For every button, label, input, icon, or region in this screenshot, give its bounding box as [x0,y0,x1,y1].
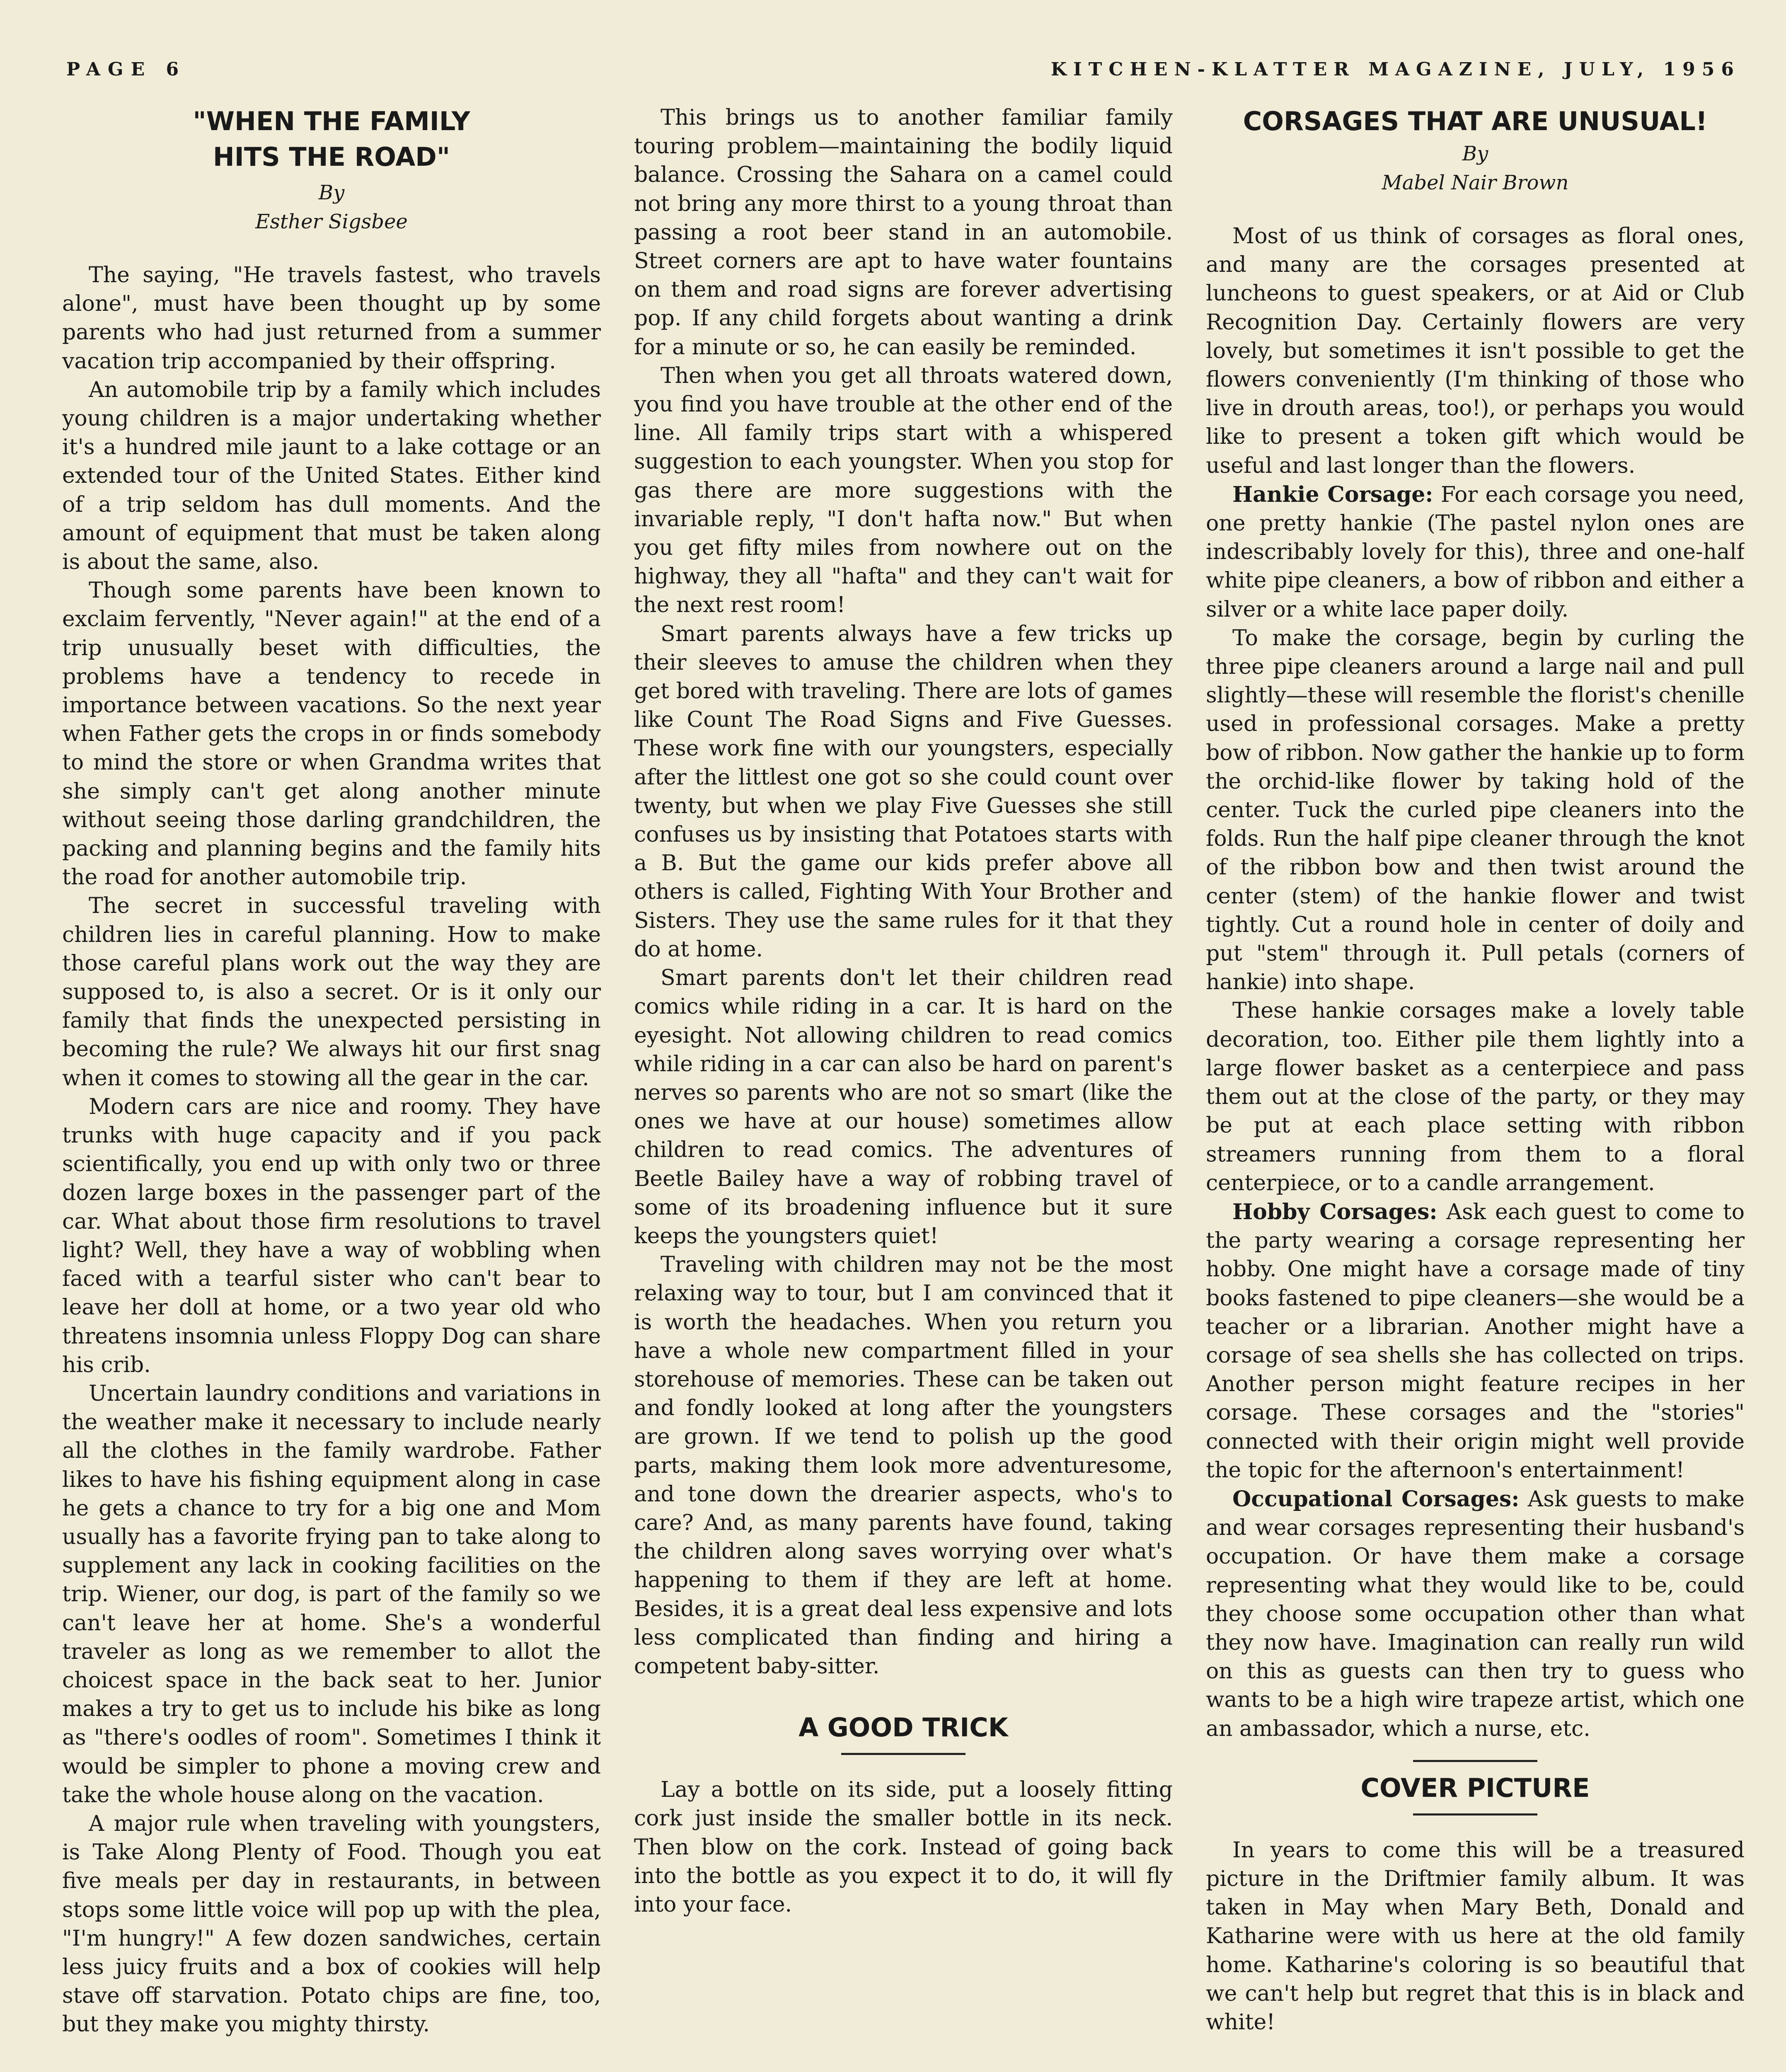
family-paragraph: Though some parents have been known to exclaim fervently, "Never again!" at the end of a trip unusually beset with difficulties, the problems have a tendency to recede in importance between vacations. So the next year when Father gets the crops in or finds somebody to mind the store or when Grandma writes that she simply can't get along another minute without seeing those darling grandchildren, the packing and planning begins and the family hits the road for another automobile trip. [62,578,601,890]
family-article [62,104,601,2039]
hankie-lead: Hankie Corsage: [1232,482,1433,507]
cover-picture-text: In years to come this will be a treasured picture in the Driftmier family album. It was taken in May when Mary Beth, Donald and Katharine were with us here at the old family home. Katharine's coloring is so beautiful that we can't help but regret that this is in black and white! [1206,1837,1745,2035]
family-paragraph: Then when you get all throats watered down, you find you have trouble at the other end of the line. All family trips start with a whispered suggestion to each youngster. When you stop for gas there are more suggestions with the invariable reply, "I don't hafta now." But when you get fifty miles from nowhere out on the highway, they all "hafta" and they can't wait for the next rest room! [634,363,1173,618]
family-article-title-line1: "WHEN THE FAMILY [193,106,470,136]
column-1 [62,104,601,2072]
cover-rule-top [1413,1760,1537,1762]
section-gap [634,1681,1173,1710]
family-paragraph: Modern cars are nice and roomy. They have trunks with huge capacity and if you pack scientifically, you end up with only two or three dozen large boxes in the passenger part of the car. What about those firm resolutions to travel light? Well, they have a way of wobbling when faced with a tearful sister who can't bear to leave her doll at home, or a two year old who threatens insomnia unless Floppy Dog can share his crib. [62,1094,601,1377]
occupational-text: Ask guests to make and wear corsages representing their husband's occupation. Or have them make a corsage representing what they would like to be, could they choose some occupation other than what they now have. Imagination can really run wild on this as guests can then try to guess who wants to be a high wire trapeze artist, which one an ambassador, which a nurse, etc. [1206,1486,1745,1741]
family-paragraph: Smart parents don't let their children read comics while riding in a car. It is hard on the eyesight. Not allowing children to read comics while riding in a car can also be hard on parent's nerves so parents who are not so smart (like the ones we have at our house) sometimes allow children to read comics. The adventures of Beetle Bailey have a way of robbing travel of some of its broadening influence but it sure keeps the youngsters quiet! [634,966,1173,1249]
column-2 [634,104,1173,2072]
good-trick-title: A GOOD TRICK [799,1712,1008,1743]
family-paragraph: The secret in successful traveling with children lies in careful planning. How to make those careful plans work out the way they are supposed to, is also a secret. Or is it only our family that finds the unexpected persisting in becoming the rule? We always hit our first snag when it comes to stowing all the gear in the car. [62,893,601,1091]
family-article-author: Esther Sigsbee [255,210,408,233]
family-article-by: By [318,181,345,204]
cover-picture-title: COVER PICTURE [1360,1772,1590,1803]
corsages-intro: Most of us think of corsages as floral ones, and many are the corsages presented at luncheons to guest speakers, or at Aid or Club Recognition Day. Certainly flowers are very lovely, but sometimes it isn't possible to get the flowers conveniently (I'm thinking of those who live in drouth areas, too!), or perhaps you would like to present a token gift which would be useful and last longer than the flowers. [1206,224,1745,478]
family-paragraph: Traveling with children may not be the most relaxing way to tour, but I am convinced that it is worth the headaches. When you return you have a whole new compartment filled in your storehouse of memories. These can be taken out and fondly looked at long after the youngsters are grown. If we tend to polish up the good parts, making them look more adventuresome, and tone down the drearier aspects, who's to care? And, as many parents have found, taking the children along saves worrying over what's happening to them if they are left at home. Besides, it is a great deal less expensive and lots less complicated than finding and hiring a competent baby-sitter. [634,1252,1173,1679]
corsages-author: Mabel Nair Brown [1382,171,1569,194]
occupational-paragraph [1206,1485,1745,1743]
family-paragraph: Uncertain laundry conditions and variations in the weather make it necessary to include nearly all the clothes in the family wardrobe. Father likes to have his fishing equipment along in case he gets a chance to try for a big one and Mom usually has a favorite frying pan to take along to supplement any lack in cooking facilities on the trip. Wiener, our dog, is part of the family so we can't leave her at home. She's a wonderful traveler as long as we remember to allot the choicest space in the back seat to her. Junior makes a try to get us to include his bike as long as "there's oodles of room". Sometimes I think it would be simpler to phone a moving crew and take the whole house along on the vacation. [62,1381,601,1808]
cover-rule-bottom [1413,1813,1537,1815]
hobby-text: Ask each guest to come to the party wearing a corsage representing her hobby. One might have a corsage made of tiny books fastened to pipe cleaners—she would be a teacher or a librarian. Another might have a corsage of sea shells she has collected on trips. Another person might feature recipes in her corsage. These corsages and the "stories" connected with their origin might well provide the topic for the afternoon's entertainment! [1206,1199,1745,1483]
hankie-paragraph [1206,480,1745,624]
corsages-title: CORSAGES THAT ARE UNUSUAL! [1243,106,1708,136]
page-number: PAGE 6 [66,59,186,80]
occupational-lead: Occupational Corsages: [1232,1486,1520,1512]
family-paragraph: This brings us to another familiar family touring problem—maintaining the bodily liquid balance. Crossing the Sahara on a camel could not bring any more thirst to a young throat than passing a root beer stand in an automobile. Street corners are apt to have water fountains on them and road signs are forever advertising pop. If any child forgets about wanting a drink for a minute or so, he can easily be reminded. [634,105,1173,360]
family-paragraph: An automobile trip by a family which includes young children is a major undertaking whether it's a hundred mile jaunt to a lake cottage or an extended tour of the United States. Either kind of a trip seldom has dull moments. And the amount of equipment that must be taken along is about the same, also. [62,377,601,575]
hobby-paragraph [1206,1198,1745,1485]
magazine-header: KITCHEN-KLATTER MAGAZINE, JULY, 1956 [1050,59,1740,80]
good-trick-rule [841,1753,966,1755]
family-article-title-line2: HITS THE ROAD" [213,142,450,172]
family-paragraph: The saying, "He travels fastest, who travels alone", must have been thought up by some parents who had just returned from a summer vacation trip accompanied by their offspring. [62,263,601,374]
table-paragraph: These hankie corsages make a lovely table decoration, too. Either pile them lightly into a large flower basket as a centerpiece and pass them out at the close of the party, or they may be put at each place setting with ribbon streamers running from them to a floral centerpiece, or to a candle arrangement. [1206,998,1745,1196]
good-trick-text: Lay a bottle on its side, put a loosely fitting cork just inside the smaller bottle in its neck. Then blow on the cork. Instead of going back into the bottle as you expect it to do, it will fly into your face. [634,1777,1173,1917]
column-3 [1206,104,1745,2072]
family-paragraph: A major rule when traveling with youngsters, is Take Along Plenty of Food. Though you eat five meals per day in restaurants, in between stops some little voice will pop up with the plea, "I'm hungry!" A few dozen sandwiches, certain less juicy fruits and a box of cookies will help stave off starvation. Potato chips are fine, too, but they make you mighty thirsty. [62,1811,601,2037]
make-paragraph: To make the corsage, begin by curling the three pipe cleaners around a large nail and pull slightly—these will resemble the florist's chenille used in professional corsages. Make a pretty bow of ribbon. Now gather the hankie up to form the orchid-like flower by taking hold of the center. Tuck the curled pipe cleaners into the folds. Run the half pipe cleaner through the knot of the ribbon bow and then twist around the center (stem) of the hankie flower and twist tightly. Cut a round hole in center of doily and put "stem" through it. Pull petals (corners of hankie) into shape. [1206,625,1745,995]
family-paragraph: Smart parents always have a few tricks up their sleeves to amuse the children when they get bored with traveling. There are lots of games like Count The Road Signs and Five Guesses. These work fine with our youngsters, especially after the littlest one got so she could count over twenty, but when we play Five Guesses she still confuses us by insisting that Potatoes starts with a B. But the game our kids prefer above all others is called, Fighting With Your Brother and Sisters. They use the same rules for it that they do at home. [634,621,1173,962]
corsages-by: By [1462,142,1488,165]
hankie-text: For each corsage you need, one pretty hankie (The pastel nylon ones are indescribably lovely for this), three and one-half white pipe cleaners, a bow of ribbon and either a silver or a white lace paper doily. [1206,482,1745,622]
hobby-lead: Hobby Corsages: [1232,1199,1438,1225]
